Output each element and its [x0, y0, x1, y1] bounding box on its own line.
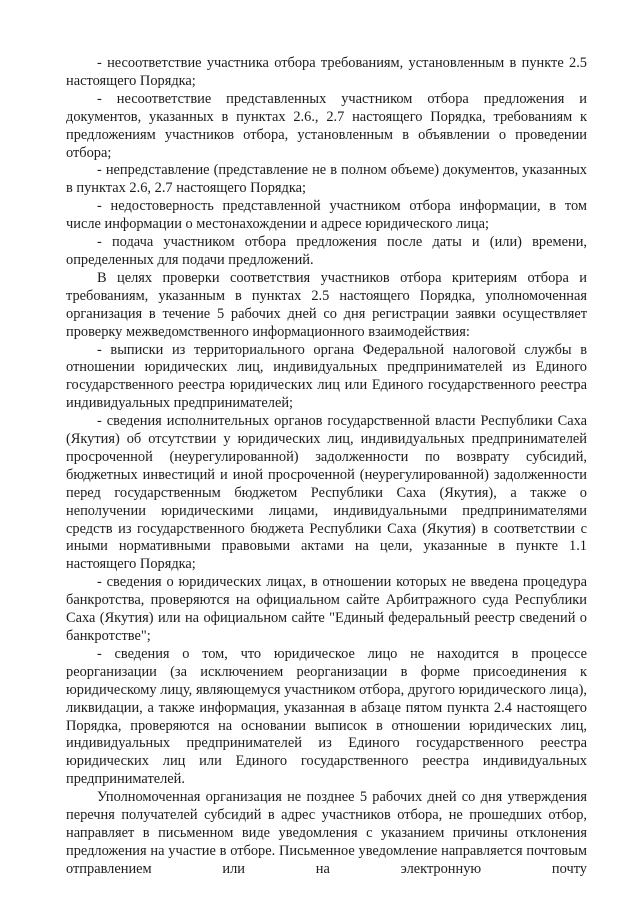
paragraph-criterion-2: - несоответствие представленных участником отбора предложения и документов, указанных в пунктах 2.6., 2.7 настоящего Порядка, требованиям к предложениям участников отбора, установленным в объявлении о проведении отбора; [66, 90, 587, 161]
paragraph-criterion-3: - непредставление (представление не в полном объеме) документов, указанных в пунктах 2.6, 2.7 настоящего Порядка; [66, 162, 587, 197]
document-page [66, 55, 587, 879]
paragraph-criterion-4: - недостоверность представленной участником отбора информации, в том числе информации о местонахождении и адресе юридического лица; [66, 198, 587, 233]
paragraph-debt-information: - сведения исполнительных органов государственной власти Республики Саха (Якутия) об отсутствии у юридических лиц, индивидуальных предпринимателей просроченной (неурегулированной) задолженности по возврату субсидий, бюджетных инвестиций и иной просроченной (неурегулированной) задолженности перед государственным бюджетом Республики Саха (Якутия), а также о неполучении юридическими лицами, индивидуальными предпринимателями средств из государственного бюджета Республики Саха (Якутия) в соответствии с иными нормативными правовыми актами на цели, указанные в пункте 1.1 настоящего Порядка; [66, 413, 587, 573]
paragraph-reorganization-information: - сведения о том, что юридическое лицо не находится в процессе реорганизации (за исключением реорганизации в форме присоединения к юридическому лицу, являющемуся участником отбора, другого юридического лица), ликвидации, а также информация, указанная в абзаце пятом пункта 2.4 настоящего Порядка, проверяются на основании выписок в отношении юридических лиц, индивидуальных предпринимателей из Единого государственного реестра юридических лиц или Единого государственного реестра индивидуальных предпринимателей. [66, 645, 587, 788]
paragraph-criterion-1: - несоответствие участника отбора требованиям, установленным в пункте 2.5 настоящего Порядка; [66, 55, 587, 89]
paragraph-verification-intro: В целях проверки соответствия участников отбора критериям отбора и требованиям, указанным в пунктах 2.5 настоящего Порядка, уполномоченная организация в течение 5 рабочих дней со дня регистрации заявки осуществляет проверку межведомственного информационного взаимодействия: [66, 269, 587, 340]
paragraph-tax-extracts: - выписки из территориального органа Федеральной налоговой службы в отношении юридических лиц, индивидуальных предпринимателей из Единого государственного реестра юридических лиц или Единого государственного реестра индивидуальных предпринимателей; [66, 341, 587, 412]
paragraph-criterion-5: - подача участником отбора предложения после даты и (или) времени, определенных для подачи предложений. [66, 234, 587, 268]
paragraph-notification: Уполномоченная организация не позднее 5 рабочих дней со дня утверждения перечня получателей субсидий в адрес участников отбора, не прошедших отбор, направляет в письменном виде уведомления с указанием причины отклонения предложения на участие в отборе. Письменное уведомление направляется почтовым отправлением или на электронную почту [66, 789, 587, 877]
paragraph-bankruptcy-information: - сведения о юридических лицах, в отношении которых не введена процедура банкротства, проверяются на официальном сайте Арбитражного суда Республики Саха (Якутия) или на официальном сайте "Единый федеральный реестр сведений о банкротстве"; [66, 574, 587, 644]
